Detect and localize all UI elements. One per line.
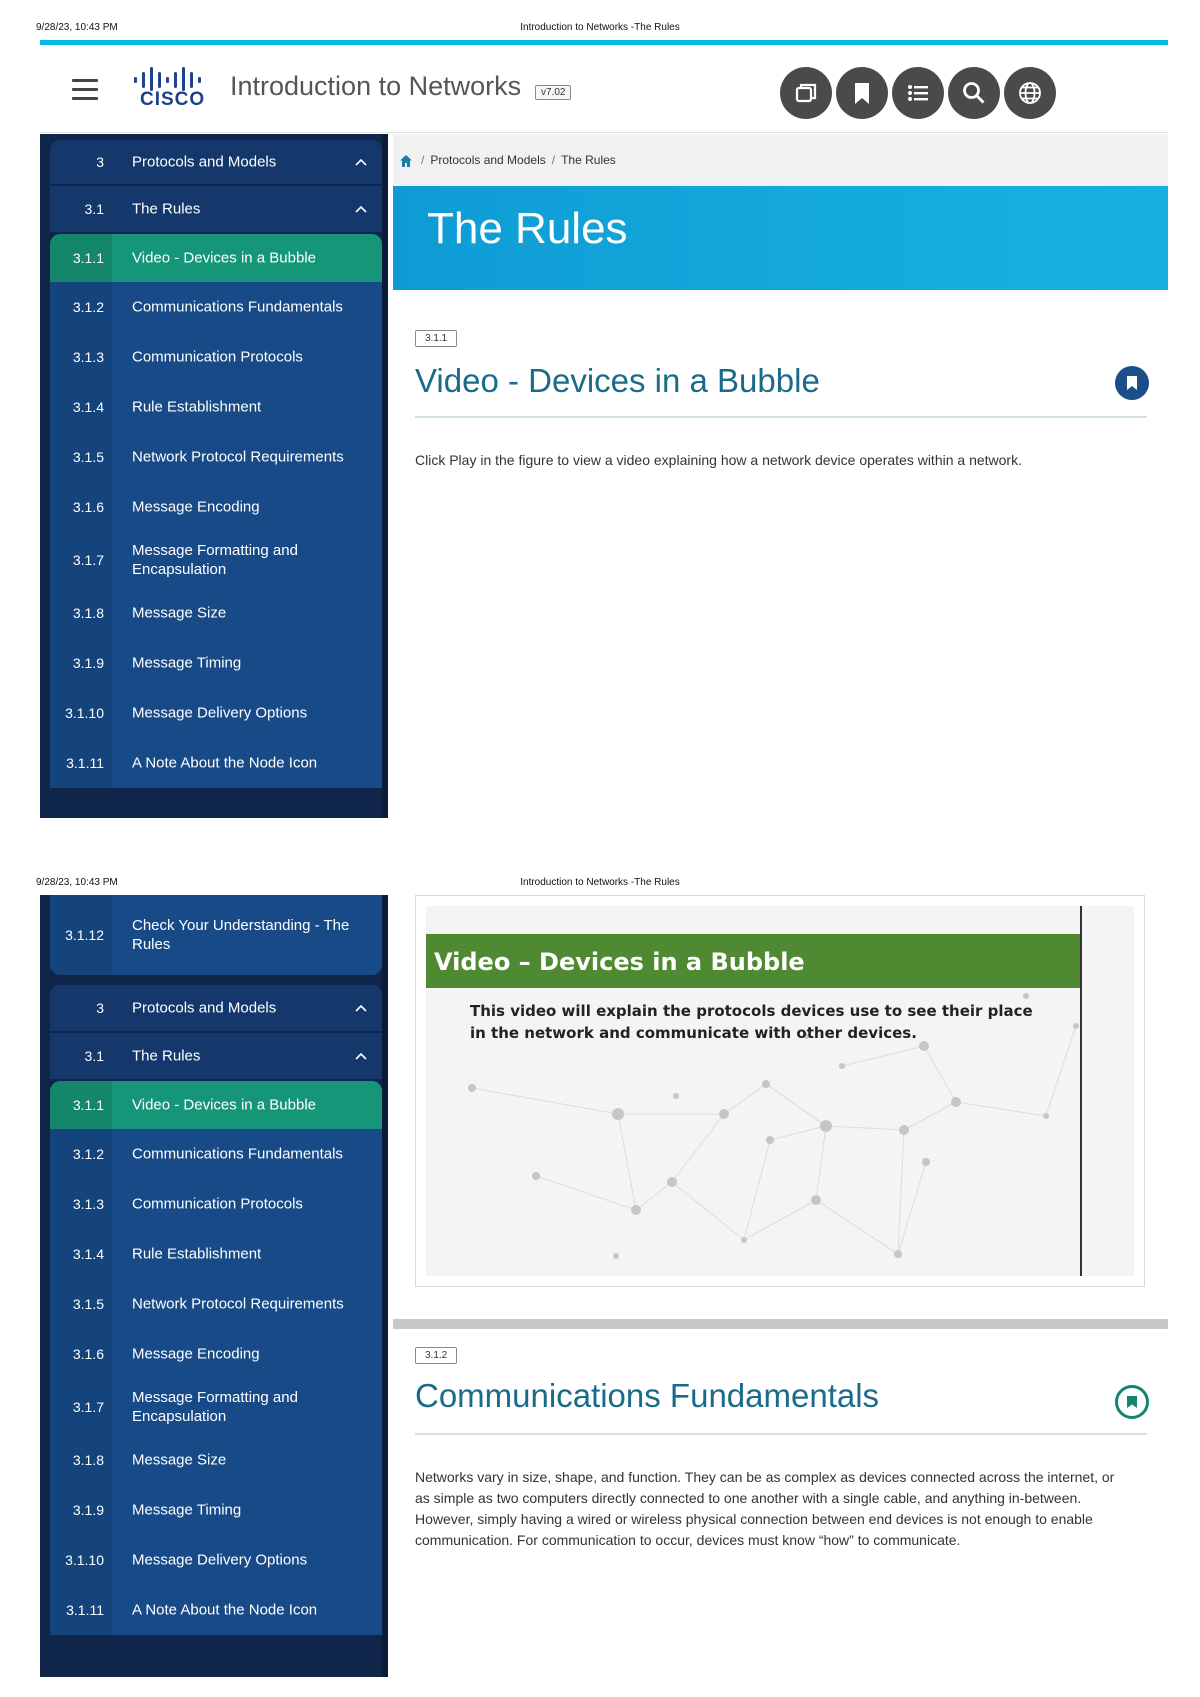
nav-num: 3.1.8	[72, 605, 104, 621]
nav-label: A Note About the Node Icon	[132, 754, 318, 772]
chevron-up-icon[interactable]	[354, 1049, 368, 1063]
nav-label: Message Timing	[132, 654, 242, 672]
nav-item-3-1-4[interactable]	[50, 382, 382, 432]
nav-num: 3	[96, 154, 104, 170]
nav-item-3-1-2[interactable]	[50, 282, 382, 332]
nav-item-3-1-9[interactable]	[50, 1485, 382, 1535]
nav-label: Rule Establishment	[132, 1245, 262, 1263]
print-header	[0, 873, 1200, 893]
video-player[interactable]	[415, 895, 1145, 1287]
video-banner-title: Video – Devices in a Bubble	[434, 948, 805, 976]
nav-module[interactable]	[50, 140, 382, 184]
topic-divider	[415, 416, 1147, 418]
nav-num: 3.1.7	[72, 552, 104, 568]
breadcrumb	[393, 134, 1168, 186]
sidebar-scrollbar[interactable]	[382, 134, 388, 818]
nav-num: 3.1.1	[72, 1097, 104, 1113]
breadcrumb-item[interactable]: The Rules	[561, 153, 616, 167]
nav-num: 3.1.3	[72, 1196, 104, 1212]
chevron-up-icon[interactable]	[354, 202, 368, 216]
logo-text: CISCO	[140, 89, 206, 110]
nav-label: Message Size	[132, 604, 227, 622]
nav-num: 3.1.10	[65, 705, 104, 721]
nav-item-3-1-8[interactable]	[50, 1435, 382, 1485]
window-icon[interactable]	[780, 67, 832, 119]
nav-num: 3.1.1	[72, 250, 104, 266]
main-content	[393, 134, 1168, 818]
nav-item-3-1-10[interactable]	[50, 1535, 382, 1585]
nav-label: A Note About the Node Icon	[132, 1601, 318, 1619]
nav-label: Network Protocol Requirements	[132, 1295, 344, 1313]
nav-item-3-1-11[interactable]	[50, 738, 382, 788]
video-thumbnail[interactable]	[426, 906, 1134, 1276]
nav-num: 3.1.2	[72, 299, 104, 315]
nav-item-3-1-12[interactable]	[50, 895, 382, 975]
print-date: 9/28/23, 10:43 PM	[36, 877, 118, 888]
nav-num: 3.1.4	[72, 399, 104, 415]
nav-label: Message Size	[132, 1451, 227, 1469]
nav-num: 3.1.2	[72, 1146, 104, 1162]
topic-badge: 3.1.2	[415, 1347, 457, 1364]
nav-label: The Rules	[132, 200, 201, 218]
nav-num: 3.1.12	[65, 927, 104, 943]
nav-num: 3.1.7	[72, 1399, 104, 1415]
nav-label: Message Timing	[132, 1501, 242, 1519]
hero-banner	[393, 186, 1168, 290]
breadcrumb-trail: / Protocols and Models / The Rules	[421, 153, 616, 167]
nav-num: 3.1	[84, 201, 104, 217]
nav-module[interactable]	[50, 985, 382, 1031]
nav-num: 3.1.5	[72, 449, 104, 465]
topic-body: Networks vary in size, shape, and function. They can be as complex as devices connected across the internet, or as simple as two computers directly connected to one another with a single cable, and anything in-between. However, simply having a wired or wireless physical connection between end devices is not enough to enable communication. For communication to occur, devices must know “how” to communicate.	[415, 1469, 1115, 1548]
list-icon[interactable]	[892, 67, 944, 119]
bookmark-icon[interactable]	[836, 67, 888, 119]
nav-label: Rule Establishment	[132, 398, 262, 416]
section-divider	[393, 1319, 1168, 1329]
top-bar	[40, 45, 1168, 133]
home-icon[interactable]	[399, 154, 413, 168]
nav-num: 3.1.5	[72, 1296, 104, 1312]
nav-item-3-1-10[interactable]	[50, 688, 382, 738]
print-date: 9/28/23, 10:43 PM	[36, 22, 118, 33]
nav-num: 3.1.10	[65, 1552, 104, 1568]
nav-label: Message Encoding	[132, 498, 260, 516]
nav-item-3-1-3[interactable]	[50, 1179, 382, 1229]
nav-item-3-1-1[interactable]	[50, 234, 382, 282]
topic-title: Video - Devices in a Bubble	[415, 362, 820, 399]
video-edge	[1080, 906, 1082, 1276]
nav-label: Protocols and Models	[132, 999, 277, 1017]
nav-label: Video - Devices in a Bubble	[132, 1096, 316, 1114]
nav-num: 3.1.6	[72, 1346, 104, 1362]
nav-num: 3.1.6	[72, 499, 104, 515]
nav-item-3-1-7[interactable]	[50, 532, 382, 588]
globe-icon[interactable]	[1004, 67, 1056, 119]
page-1	[40, 40, 1168, 818]
nav-item-3-1-9[interactable]	[50, 638, 382, 688]
nav-section[interactable]	[50, 1033, 382, 1079]
nav-item-3-1-6[interactable]	[50, 1329, 382, 1379]
nav-label: The Rules	[132, 1047, 201, 1065]
topic-title: Communications Fundamentals	[415, 1377, 880, 1414]
nav-label: Message Formatting and Encapsulation	[132, 1389, 298, 1425]
cisco-logo[interactable]	[132, 67, 214, 117]
print-title: Introduction to Networks -The Rules	[520, 22, 680, 33]
nav-label: Video - Devices in a Bubble	[132, 249, 316, 267]
nav-num: 3.1.11	[66, 1602, 104, 1618]
nav-item-3-1-2[interactable]	[50, 1129, 382, 1179]
nav-section[interactable]	[50, 186, 382, 232]
hamburger-menu-icon[interactable]	[72, 79, 98, 101]
nav-item-3-1-8[interactable]	[50, 588, 382, 638]
sidebar-scrollbar[interactable]	[382, 895, 388, 1677]
nav-num: 3.1.4	[72, 1246, 104, 1262]
nav-num: 3.1.9	[72, 655, 104, 671]
nav-item-3-1-11[interactable]	[50, 1585, 382, 1635]
nav-label: Communications Fundamentals	[132, 298, 343, 316]
topic-body: Click Play in the figure to view a video explaining how a network device operates within a network.	[415, 452, 1022, 468]
nav-label: Communications Fundamentals	[132, 1145, 343, 1163]
nav-num: 3	[96, 1000, 104, 1016]
page-title: The Rules	[427, 204, 628, 253]
nav-item-3-1-1[interactable]	[50, 1081, 382, 1129]
video-title-banner	[426, 934, 1082, 988]
page-2	[40, 895, 1168, 1677]
video-caption: This video will explain the protocols devices use to see their place in the network and communicate with other devices.	[470, 1002, 1033, 1042]
bookmark-topic-icon[interactable]	[1115, 366, 1149, 400]
nav-num: 3.1.3	[72, 349, 104, 365]
nav-item-3-1-7[interactable]	[50, 1379, 382, 1435]
nav-label: Communication Protocols	[132, 1195, 303, 1213]
print-title: Introduction to Networks -The Rules	[520, 877, 680, 888]
breadcrumb-item[interactable]: Protocols and Models	[430, 153, 546, 167]
nav-label: Message Formatting and Encapsulation	[132, 542, 298, 578]
topic-divider	[415, 1433, 1147, 1435]
nav-item-3-1-3[interactable]	[50, 332, 382, 382]
nav-label: Message Delivery Options	[132, 704, 308, 722]
nav-item-3-1-4[interactable]	[50, 1229, 382, 1279]
sidebar-nav	[40, 895, 388, 1677]
sidebar-nav	[40, 134, 388, 818]
chevron-up-icon[interactable]	[354, 1001, 368, 1015]
bookmark-topic-icon[interactable]	[1115, 1385, 1149, 1419]
nav-label: Protocols and Models	[132, 153, 277, 171]
app-title: Introduction to Networks	[230, 71, 522, 101]
nav-num: 3.1.11	[66, 755, 104, 771]
nav-item-3-1-5[interactable]	[50, 1279, 382, 1329]
chevron-up-icon[interactable]	[354, 155, 368, 169]
nav-num: 3.1.9	[72, 1502, 104, 1518]
nav-label: Message Delivery Options	[132, 1551, 308, 1569]
nav-item-3-1-6[interactable]	[50, 482, 382, 532]
nav-num: 3.1	[84, 1048, 104, 1064]
topic-badge: 3.1.1	[415, 330, 457, 347]
nav-num: 3.1.8	[72, 1452, 104, 1468]
nav-label: Communication Protocols	[132, 348, 303, 366]
print-header	[0, 18, 1200, 38]
nav-item-3-1-5[interactable]	[50, 432, 382, 482]
search-icon[interactable]	[948, 67, 1000, 119]
nav-label: Message Encoding	[132, 1345, 260, 1363]
main-content	[393, 895, 1168, 1677]
nav-label: Check Your Understanding - The Rules	[132, 917, 350, 953]
version-badge: v7.02	[535, 85, 571, 100]
nav-label: Network Protocol Requirements	[132, 448, 344, 466]
